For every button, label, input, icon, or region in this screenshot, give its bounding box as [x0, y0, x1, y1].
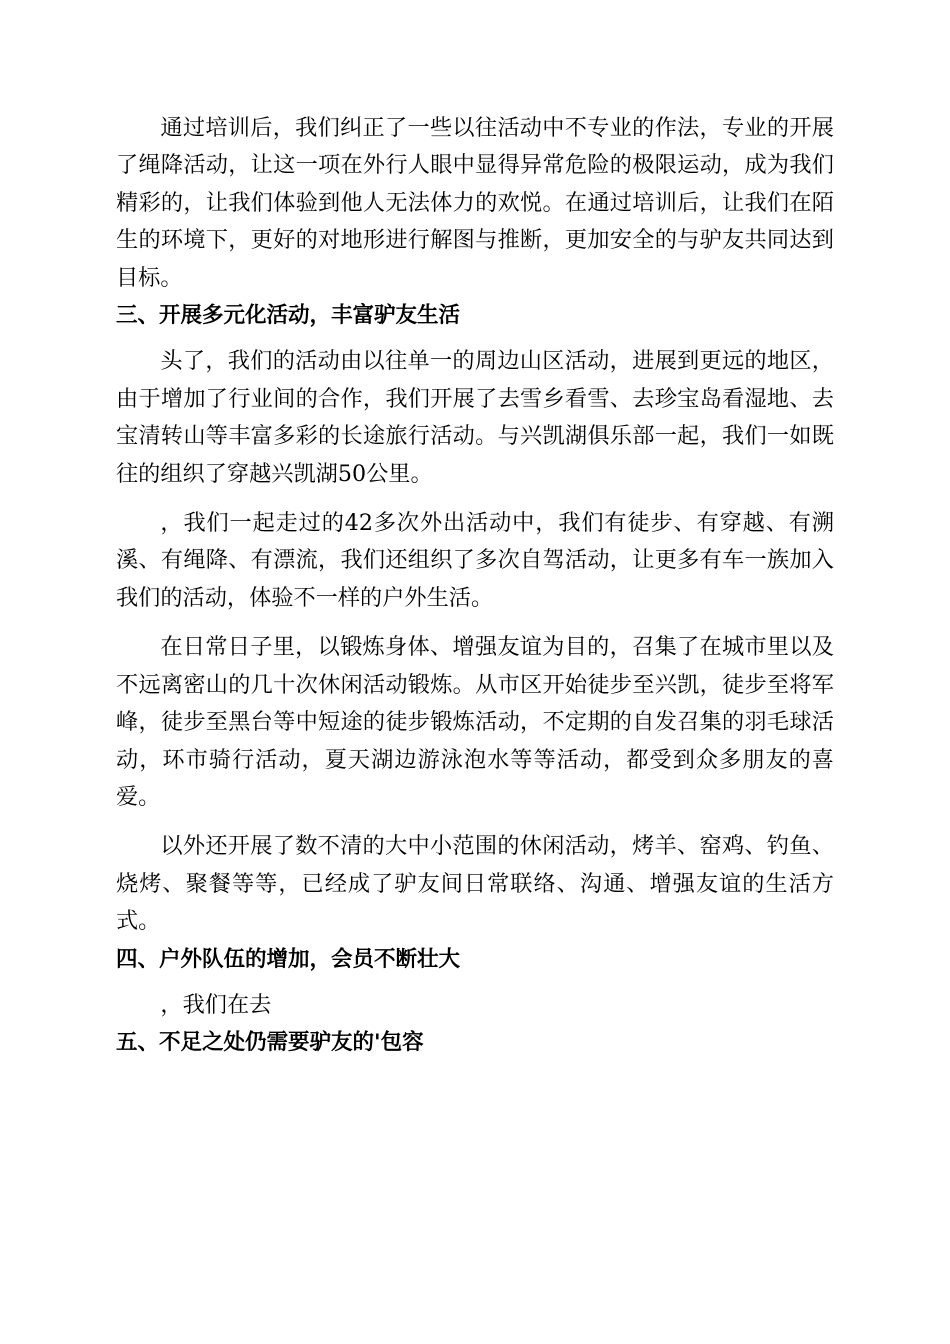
paragraph-daily-activities: 在日常日子里，以锻炼身体、增强友谊为目的，召集了在城市里以及不远离密山的几十次休闲活动锻炼。从市区开始徒步至兴凯，徒步至将军峰，徒步至黑台等中短途的徒步锻炼活动，不定期的自发召集的羽毛球活动，环市骑行活动，夏天湖边游泳泡水等等活动，都受到众多朋友的喜爱。	[116, 634, 834, 810]
document-page	[116, 110, 834, 1062]
paragraph-training: 通过培训后，我们纠正了一些以往活动中不专业的作法，专业的开展了绳降活动，让这一项在外行人眼中显得异常危险的极限运动，成为我们精彩的，让我们体验到他人无法体力的欢悦。在通过培训后，让我们在陌生的环境下，更好的对地形进行解图与推断，更加安全的与驴友共同达到目标。	[116, 115, 834, 291]
paragraph-diverse-activities: 头了，我们的活动由以往单一的周边山区活动，进展到更远的地区，由于增加了行业间的合作，我们开展了去雪乡看雪、去珍宝岛看湿地、去宝清转山等丰富多彩的长途旅行活动。与兴凯湖俱乐部一起，我们一如既往的组织了穿越兴凯湖50公里。	[116, 348, 834, 487]
paragraph-leisure-activities: 以外还开展了数不清的大中小范围的休闲活动，烤羊、窑鸡、钓鱼、烧烤、聚餐等等，已经成了驴友间日常联络、沟通、增强友谊的生活方式。	[116, 833, 834, 935]
heading-section-5: 五、不足之处仍需要驴友的'包容	[116, 1030, 424, 1056]
paragraph-outings: ，我们一起走过的42多次外出活动中，我们有徒步、有穿越、有溯溪、有绳降、有漂流，我们还组织了多次自驾活动，让更多有车一族加入我们的活动，体验不一样的户外生活。	[116, 510, 834, 611]
heading-section-3: 三、开展多元化活动，丰富驴友生活	[116, 303, 461, 329]
paragraph-members: ，我们在去	[160, 991, 272, 1018]
heading-section-4: 四、户外队伍的增加，会员不断壮大	[116, 946, 461, 972]
